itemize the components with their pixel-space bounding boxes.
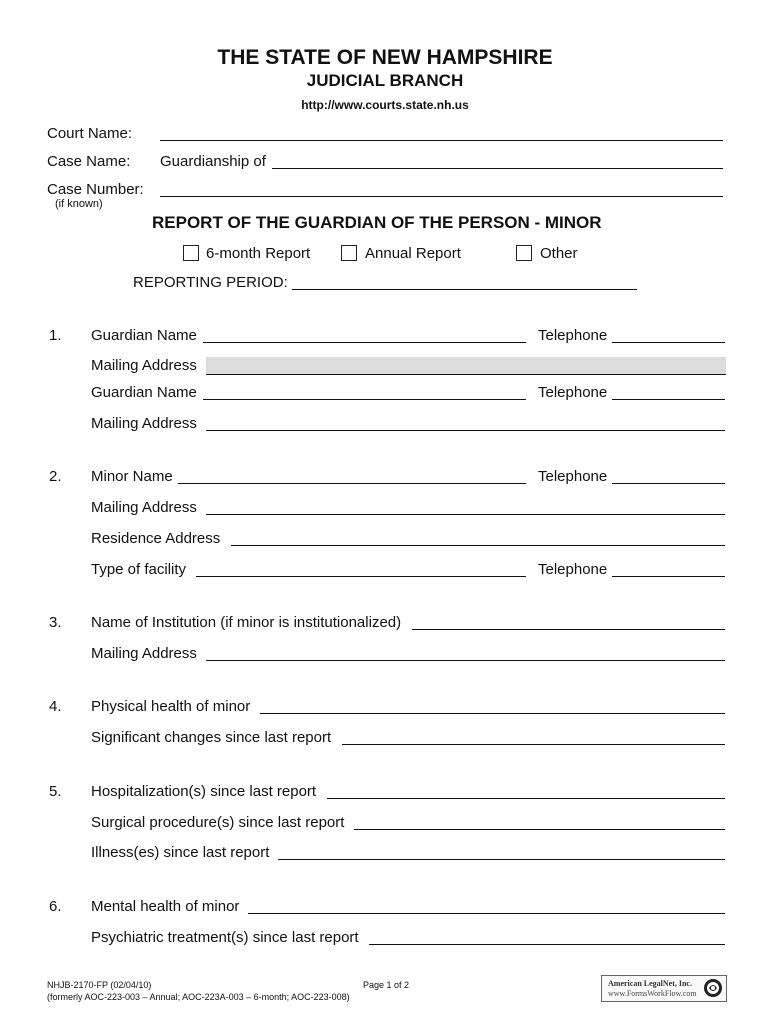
surgical-field[interactable] xyxy=(354,829,725,830)
court-name-field[interactable] xyxy=(160,140,723,141)
annual-checkbox[interactable] xyxy=(341,245,357,261)
type-of-facility-label: Type of facility xyxy=(91,561,187,578)
header-state: THE STATE OF NEW HAMPSHIRE xyxy=(217,46,553,69)
minor-telephone-label: Telephone xyxy=(538,468,608,485)
minor-name-field[interactable] xyxy=(178,483,526,484)
annual-label: Annual Report xyxy=(365,245,461,262)
hospitalizations-field[interactable] xyxy=(327,798,725,799)
physical-health-field[interactable] xyxy=(260,713,725,714)
residence-address-field[interactable] xyxy=(231,545,725,546)
telephone-label-2: Telephone xyxy=(538,384,608,401)
case-name-field[interactable] xyxy=(272,168,723,169)
residence-address-label: Residence Address xyxy=(91,530,221,547)
minor-name-label: Minor Name xyxy=(91,468,173,485)
minor-mailing-address-label: Mailing Address xyxy=(91,499,197,516)
footer-page: Page 1 of 2 xyxy=(363,980,410,990)
minor-mailing-address-field[interactable] xyxy=(206,514,725,515)
guardian-name-label: Guardian Name xyxy=(91,327,197,344)
illnesses-label: Illness(es) since last report xyxy=(91,844,270,861)
section-3-number: 3. xyxy=(49,614,62,631)
case-number-label: Case Number: xyxy=(47,181,144,198)
mailing-address-field-highlighted[interactable] xyxy=(206,357,726,375)
six-month-label: 6-month Report xyxy=(206,245,311,262)
institution-mailing-address-label: Mailing Address xyxy=(91,645,197,662)
court-name-label: Court Name: xyxy=(47,125,133,142)
psychiatric-field[interactable] xyxy=(369,944,725,945)
mailing-address-field-2[interactable] xyxy=(206,430,725,431)
report-title: REPORT OF THE GUARDIAN OF THE PERSON - MINOR xyxy=(152,213,602,232)
institution-mailing-address-field[interactable] xyxy=(206,660,725,661)
significant-changes-label: Significant changes since last report xyxy=(91,729,332,746)
guardian-name-field-2[interactable] xyxy=(203,399,526,400)
other-checkbox[interactable] xyxy=(516,245,532,261)
surgical-label: Surgical procedure(s) since last report xyxy=(91,814,345,831)
header-branch: JUDICIAL BRANCH xyxy=(306,71,464,90)
footer-form-id: NHJB-2170-FP (02/04/10) xyxy=(47,980,152,990)
physical-health-label: Physical health of minor xyxy=(91,698,251,715)
mailing-address-label: Mailing Address xyxy=(91,357,197,374)
psychiatric-label: Psychiatric treatment(s) since last report xyxy=(91,929,359,946)
institution-field[interactable] xyxy=(412,629,725,630)
facility-telephone-label: Telephone xyxy=(538,561,608,578)
type-of-facility-field[interactable] xyxy=(196,576,526,577)
publisher-name: American LegalNet, Inc. xyxy=(608,979,692,988)
mailing-address-label-2: Mailing Address xyxy=(91,415,197,432)
illnesses-field[interactable] xyxy=(278,859,725,860)
mental-health-field[interactable] xyxy=(248,913,725,914)
facility-telephone-field[interactable] xyxy=(612,576,725,577)
if-known-note: (if known) xyxy=(55,198,103,210)
guardian-name-field[interactable] xyxy=(203,342,526,343)
institution-label: Name of Institution (if minor is institutionalized) xyxy=(91,614,402,631)
publisher-url: www.FormsWorkFlow.com xyxy=(608,989,697,998)
case-number-field[interactable] xyxy=(160,196,723,197)
significant-changes-field[interactable] xyxy=(342,744,725,745)
guardianship-of-label: Guardianship of xyxy=(160,153,266,170)
section-1-number: 1. xyxy=(49,327,62,344)
publisher-badge xyxy=(601,975,727,1002)
mental-health-label: Mental health of minor xyxy=(91,898,240,915)
minor-telephone-field[interactable] xyxy=(612,483,725,484)
six-month-checkbox[interactable] xyxy=(183,245,199,261)
guardian-name-label-2: Guardian Name xyxy=(91,384,197,401)
footer-formerly: (formerly AOC-223-003 – Annual; AOC-223A-003 – 6-month; AOC-223-008) xyxy=(47,992,350,1002)
publisher-logo-icon xyxy=(703,978,723,998)
reporting-period-label: REPORTING PERIOD: xyxy=(133,274,288,291)
case-name-label: Case Name: xyxy=(47,153,131,170)
telephone-label: Telephone xyxy=(538,327,608,344)
section-2-number: 2. xyxy=(49,468,62,485)
telephone-field[interactable] xyxy=(612,342,725,343)
section-4-number: 4. xyxy=(49,698,62,715)
header-url: http://www.courts.state.nh.us xyxy=(301,98,469,112)
telephone-field-2[interactable] xyxy=(612,399,725,400)
hospitalizations-label: Hospitalization(s) since last report xyxy=(91,783,317,800)
section-5-number: 5. xyxy=(49,783,62,800)
reporting-period-field[interactable] xyxy=(292,289,637,290)
other-label: Other xyxy=(540,245,578,262)
section-6-number: 6. xyxy=(49,898,62,915)
